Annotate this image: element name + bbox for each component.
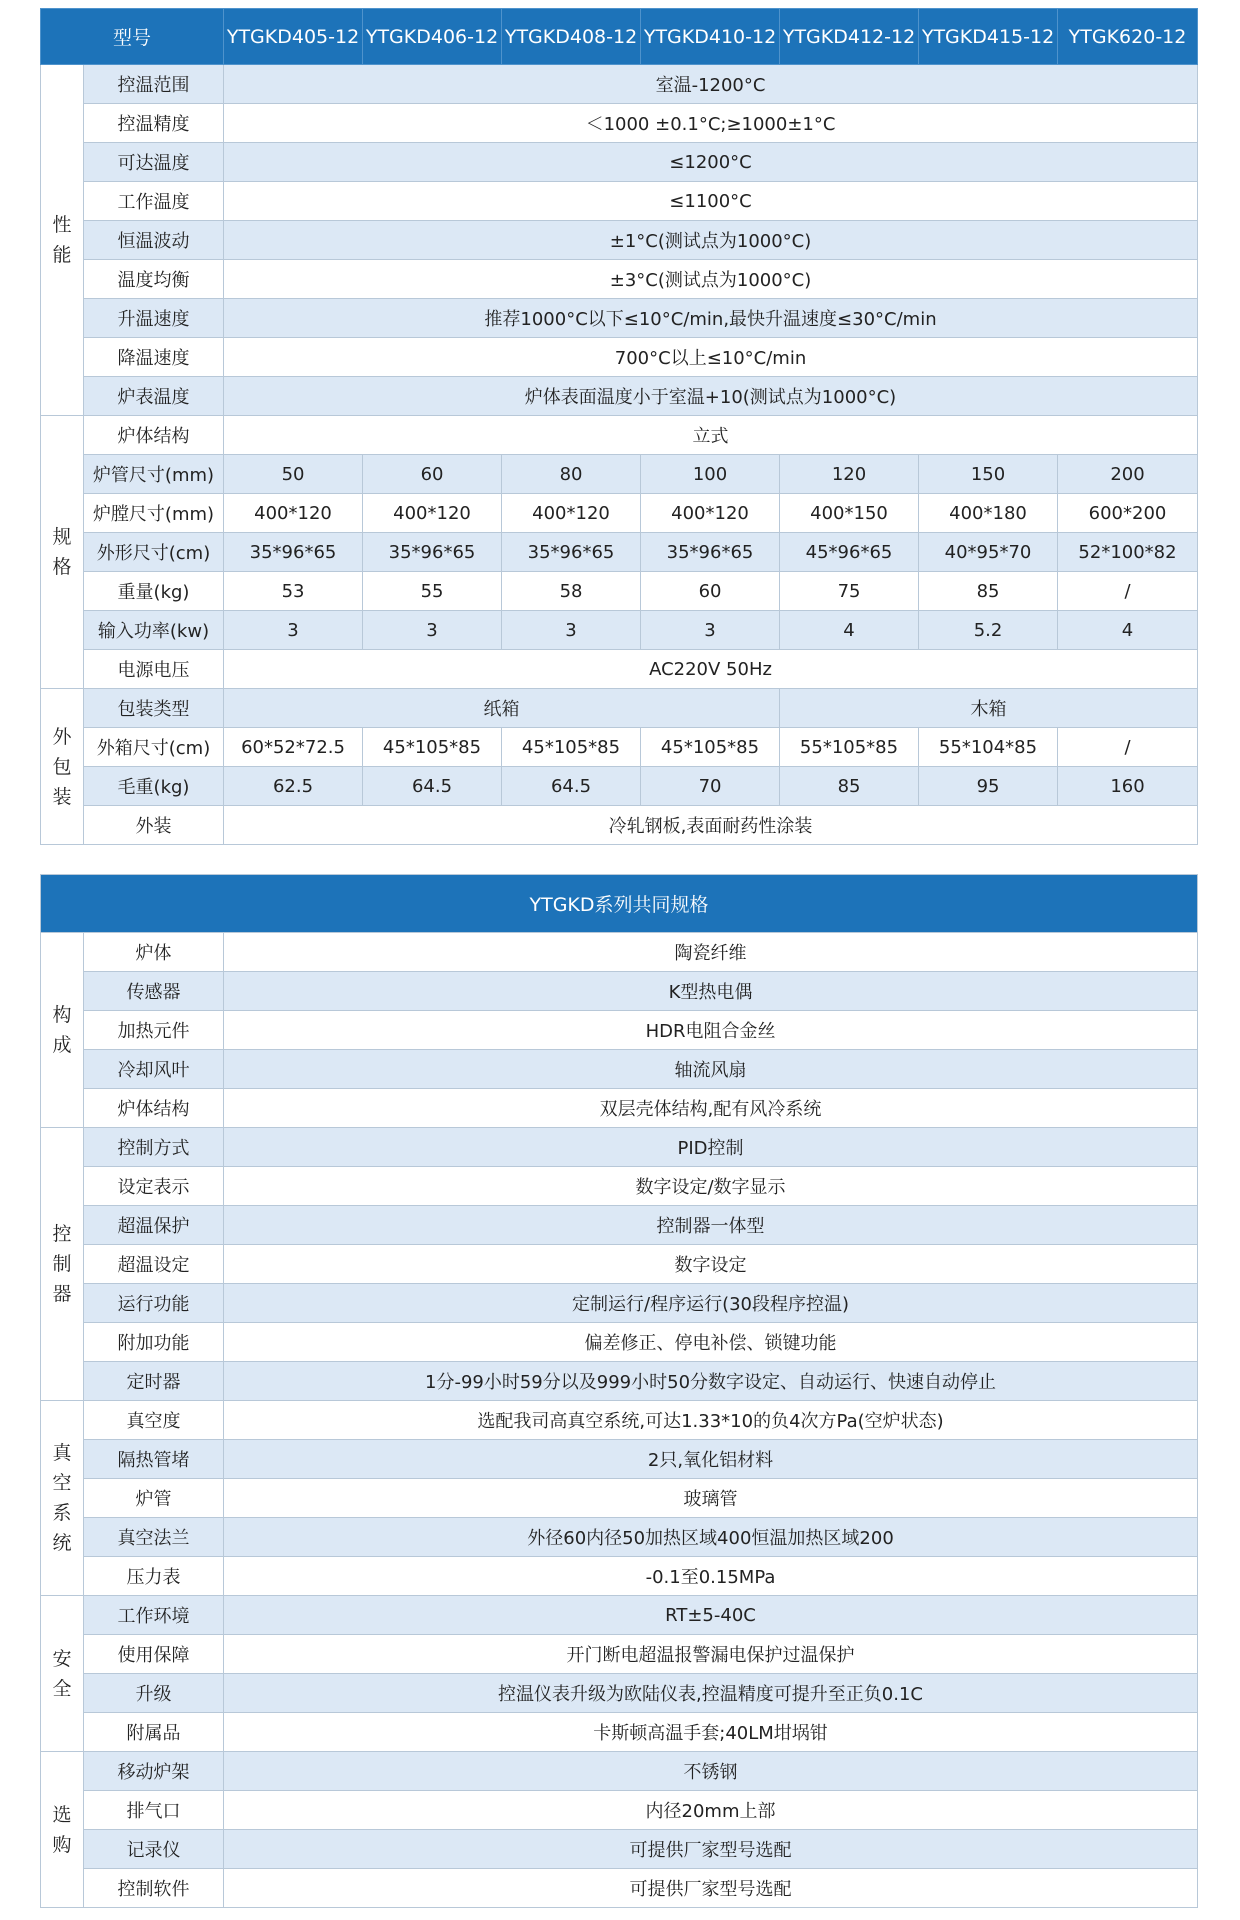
cell-value: 35*96*65 bbox=[641, 533, 780, 572]
row-label: 外箱尺寸(cm) bbox=[84, 728, 224, 767]
row-value: 选配我司高真空系统,可达1.33*10的负4次方Pa(空炉状态) bbox=[224, 1401, 1198, 1440]
row-label: 工作环境 bbox=[84, 1596, 224, 1635]
table-row bbox=[41, 1791, 1198, 1830]
common-spec-table bbox=[40, 874, 1198, 1908]
table-row bbox=[41, 377, 1198, 416]
row-value: AC220V 50Hz bbox=[224, 650, 1198, 689]
cell-value: 60 bbox=[641, 572, 780, 611]
cell-value: 3 bbox=[641, 611, 780, 650]
table-row bbox=[41, 1323, 1198, 1362]
pack-type-carton: 纸箱 bbox=[224, 689, 780, 728]
cell-value: 85 bbox=[919, 572, 1058, 611]
table-row bbox=[41, 1674, 1198, 1713]
cell-value: 55 bbox=[363, 572, 502, 611]
row-label: 降温速度 bbox=[84, 338, 224, 377]
cell-value: 45*105*85 bbox=[363, 728, 502, 767]
row-value: 室温-1200°C bbox=[224, 65, 1198, 104]
row-label: 外装 bbox=[84, 806, 224, 845]
table-row bbox=[41, 1167, 1198, 1206]
row-label: 毛重(kg) bbox=[84, 767, 224, 806]
row-value: 可提供厂家型号选配 bbox=[224, 1830, 1198, 1869]
cell-value: 600*200 bbox=[1058, 494, 1198, 533]
row-value: 可提供厂家型号选配 bbox=[224, 1869, 1198, 1908]
row-value: 控温仪表升级为欧陆仪表,控温精度可提升至正负0.1C bbox=[224, 1674, 1198, 1713]
cell-value: 40*95*70 bbox=[919, 533, 1058, 572]
table-row bbox=[41, 972, 1198, 1011]
cell-value: 95 bbox=[919, 767, 1058, 806]
group-name: 控制器 bbox=[41, 1128, 84, 1401]
table-row bbox=[41, 143, 1198, 182]
table-row bbox=[41, 1206, 1198, 1245]
row-value: 不锈钢 bbox=[224, 1752, 1198, 1791]
cell-value: 400*120 bbox=[502, 494, 641, 533]
table-row bbox=[41, 572, 1198, 611]
row-label: 真空度 bbox=[84, 1401, 224, 1440]
table-row bbox=[41, 1284, 1198, 1323]
row-label: 超温设定 bbox=[84, 1245, 224, 1284]
row-value: 2只,氧化铝材料 bbox=[224, 1440, 1198, 1479]
row-value: -0.1至0.15MPa bbox=[224, 1557, 1198, 1596]
table-row bbox=[41, 650, 1198, 689]
table-row bbox=[41, 221, 1198, 260]
cell-value: / bbox=[1058, 572, 1198, 611]
row-value: 数字设定/数字显示 bbox=[224, 1167, 1198, 1206]
table-row bbox=[41, 933, 1198, 972]
table-row bbox=[41, 416, 1198, 455]
row-value: 双层壳体结构,配有风冷系统 bbox=[224, 1089, 1198, 1128]
row-label: 炉膛尺寸(mm) bbox=[84, 494, 224, 533]
row-value: 内径20mm上部 bbox=[224, 1791, 1198, 1830]
table-row bbox=[41, 611, 1198, 650]
table-row bbox=[41, 260, 1198, 299]
cell-value: 100 bbox=[641, 455, 780, 494]
table-row bbox=[41, 1479, 1198, 1518]
row-label: 可达温度 bbox=[84, 143, 224, 182]
common-title-row bbox=[41, 875, 1198, 933]
group-name: 安全 bbox=[41, 1596, 84, 1752]
table-row bbox=[41, 1245, 1198, 1284]
table-row bbox=[41, 1011, 1198, 1050]
cell-value: 35*96*65 bbox=[363, 533, 502, 572]
row-label: 炉管 bbox=[84, 1479, 224, 1518]
group-name: 真空系统 bbox=[41, 1401, 84, 1596]
row-value: 定制运行/程序运行(30段程序控温) bbox=[224, 1284, 1198, 1323]
row-label: 隔热管堵 bbox=[84, 1440, 224, 1479]
table-row bbox=[41, 533, 1198, 572]
row-value: K型热电偶 bbox=[224, 972, 1198, 1011]
row-value: 开门断电超温报警漏电保护过温保护 bbox=[224, 1635, 1198, 1674]
row-label: 温度均衡 bbox=[84, 260, 224, 299]
common-title: YTGKD系列共同规格 bbox=[41, 875, 1198, 933]
row-value: 炉体表面温度小于室温+10(测试点为1000°C) bbox=[224, 377, 1198, 416]
cell-value: 55*105*85 bbox=[780, 728, 919, 767]
row-value: 1分-99小时59分以及999小时50分数字设定、自动运行、快速自动停止 bbox=[224, 1362, 1198, 1401]
row-value: 陶瓷纤维 bbox=[224, 933, 1198, 972]
row-label: 工作温度 bbox=[84, 182, 224, 221]
model-name: YTGKD412-12 bbox=[780, 9, 919, 65]
row-value: RT±5-40C bbox=[224, 1596, 1198, 1635]
cell-value: 400*180 bbox=[919, 494, 1058, 533]
cell-value: 4 bbox=[1058, 611, 1198, 650]
table-row bbox=[41, 1128, 1198, 1167]
table-row bbox=[41, 1596, 1198, 1635]
row-label: 控温范围 bbox=[84, 65, 224, 104]
cell-value: 400*150 bbox=[780, 494, 919, 533]
cell-value: 35*96*65 bbox=[224, 533, 363, 572]
row-label: 真空法兰 bbox=[84, 1518, 224, 1557]
row-value: 卡斯顿高温手套;40LM坩埚钳 bbox=[224, 1713, 1198, 1752]
row-label: 控温精度 bbox=[84, 104, 224, 143]
row-value: 推荐1000°C以下≤10°C/min,最快升温速度≤30°C/min bbox=[224, 299, 1198, 338]
row-label: 炉体 bbox=[84, 933, 224, 972]
table-row bbox=[41, 1401, 1198, 1440]
row-label: 排气口 bbox=[84, 1791, 224, 1830]
cell-value: 85 bbox=[780, 767, 919, 806]
group-spec: 规格 bbox=[41, 416, 84, 689]
cell-value: 60*52*72.5 bbox=[224, 728, 363, 767]
table-row bbox=[41, 1518, 1198, 1557]
table-row bbox=[41, 1752, 1198, 1791]
cell-value: 45*105*85 bbox=[641, 728, 780, 767]
cell-value: 55*104*85 bbox=[919, 728, 1058, 767]
model-name: YTGKD410-12 bbox=[641, 9, 780, 65]
row-label: 炉体结构 bbox=[84, 1089, 224, 1128]
row-label: 恒温波动 bbox=[84, 221, 224, 260]
row-label: 移动炉架 bbox=[84, 1752, 224, 1791]
table-row bbox=[41, 806, 1198, 845]
cell-value: 35*96*65 bbox=[502, 533, 641, 572]
row-value: 数字设定 bbox=[224, 1245, 1198, 1284]
row-label: 升温速度 bbox=[84, 299, 224, 338]
row-value: ≤1200°C bbox=[224, 143, 1198, 182]
row-label: 附加功能 bbox=[84, 1323, 224, 1362]
spec-table bbox=[40, 8, 1198, 845]
row-label: 传感器 bbox=[84, 972, 224, 1011]
table-row bbox=[41, 1830, 1198, 1869]
row-label: 重量(kg) bbox=[84, 572, 224, 611]
model-label: 型号 bbox=[41, 9, 224, 65]
row-label: 超温保护 bbox=[84, 1206, 224, 1245]
cell-value: 60 bbox=[363, 455, 502, 494]
row-value: 冷轧钢板,表面耐药性涂装 bbox=[224, 806, 1198, 845]
cell-value: / bbox=[1058, 728, 1198, 767]
table-row bbox=[41, 104, 1198, 143]
cell-value: 70 bbox=[641, 767, 780, 806]
row-label: 设定表示 bbox=[84, 1167, 224, 1206]
row-label: 炉表温度 bbox=[84, 377, 224, 416]
cell-value: 53 bbox=[224, 572, 363, 611]
cell-value: 50 bbox=[224, 455, 363, 494]
row-label: 控制软件 bbox=[84, 1869, 224, 1908]
cell-value: 120 bbox=[780, 455, 919, 494]
table-row bbox=[41, 1713, 1198, 1752]
cell-value: 64.5 bbox=[502, 767, 641, 806]
row-value: 立式 bbox=[224, 416, 1198, 455]
table-row bbox=[41, 767, 1198, 806]
cell-value: 62.5 bbox=[224, 767, 363, 806]
row-label: 记录仪 bbox=[84, 1830, 224, 1869]
group-name: 构成 bbox=[41, 933, 84, 1128]
cell-value: 400*120 bbox=[641, 494, 780, 533]
row-value: 外径60内径50加热区域400恒温加热区域200 bbox=[224, 1518, 1198, 1557]
cell-value: 160 bbox=[1058, 767, 1198, 806]
row-value: 偏差修正、停电补偿、锁键功能 bbox=[224, 1323, 1198, 1362]
row-label: 控制方式 bbox=[84, 1128, 224, 1167]
row-label: 冷却风叶 bbox=[84, 1050, 224, 1089]
cell-value: 3 bbox=[363, 611, 502, 650]
model-name: YTGKD415-12 bbox=[919, 9, 1058, 65]
cell-value: 52*100*82 bbox=[1058, 533, 1198, 572]
cell-value: 80 bbox=[502, 455, 641, 494]
table-row bbox=[41, 1089, 1198, 1128]
row-label: 包装类型 bbox=[84, 689, 224, 728]
row-label: 输入功率(kw) bbox=[84, 611, 224, 650]
model-name: YTGKD406-12 bbox=[363, 9, 502, 65]
row-value: 玻璃管 bbox=[224, 1479, 1198, 1518]
table-row bbox=[41, 338, 1198, 377]
cell-value: 200 bbox=[1058, 455, 1198, 494]
cell-value: 64.5 bbox=[363, 767, 502, 806]
cell-value: 45*105*85 bbox=[502, 728, 641, 767]
table-row bbox=[41, 1362, 1198, 1401]
row-label: 运行功能 bbox=[84, 1284, 224, 1323]
cell-value: 45*96*65 bbox=[780, 533, 919, 572]
table-row bbox=[41, 1050, 1198, 1089]
row-value: ±3°C(测试点为1000°C) bbox=[224, 260, 1198, 299]
cell-value: 400*120 bbox=[224, 494, 363, 533]
cell-value: 58 bbox=[502, 572, 641, 611]
row-value: ≤1100°C bbox=[224, 182, 1198, 221]
cell-value: 400*120 bbox=[363, 494, 502, 533]
table-row bbox=[41, 689, 1198, 728]
row-value: PID控制 bbox=[224, 1128, 1198, 1167]
cell-value: 3 bbox=[502, 611, 641, 650]
group-name: 选购 bbox=[41, 1752, 84, 1908]
row-value: 700°C以上≤10°C/min bbox=[224, 338, 1198, 377]
model-header-row bbox=[41, 9, 1198, 65]
group-performance: 性能 bbox=[41, 65, 84, 416]
row-label: 炉管尺寸(mm) bbox=[84, 455, 224, 494]
model-name: YTGKD408-12 bbox=[502, 9, 641, 65]
cell-value: 75 bbox=[780, 572, 919, 611]
row-label: 升级 bbox=[84, 1674, 224, 1713]
table-row bbox=[41, 728, 1198, 767]
row-label: 使用保障 bbox=[84, 1635, 224, 1674]
row-value: ＜1000 ±0.1°C;≥1000±1°C bbox=[224, 104, 1198, 143]
table-row bbox=[41, 299, 1198, 338]
model-name: YTGK620-12 bbox=[1058, 9, 1198, 65]
table-row bbox=[41, 1635, 1198, 1674]
row-label: 外形尺寸(cm) bbox=[84, 533, 224, 572]
row-label: 电源电压 bbox=[84, 650, 224, 689]
row-value: HDR电阻合金丝 bbox=[224, 1011, 1198, 1050]
row-label: 定时器 bbox=[84, 1362, 224, 1401]
table-row bbox=[41, 1440, 1198, 1479]
table-row bbox=[41, 494, 1198, 533]
cell-value: 3 bbox=[224, 611, 363, 650]
group-packing: 外包装 bbox=[41, 689, 84, 845]
table-row bbox=[41, 182, 1198, 221]
table-row bbox=[41, 1869, 1198, 1908]
model-name: YTGKD405-12 bbox=[224, 9, 363, 65]
row-label: 附属品 bbox=[84, 1713, 224, 1752]
row-value: 控制器一体型 bbox=[224, 1206, 1198, 1245]
row-label: 压力表 bbox=[84, 1557, 224, 1596]
row-label: 加热元件 bbox=[84, 1011, 224, 1050]
row-value: ±1°C(测试点为1000°C) bbox=[224, 221, 1198, 260]
row-value: 轴流风扇 bbox=[224, 1050, 1198, 1089]
table-row bbox=[41, 65, 1198, 104]
table-row bbox=[41, 1557, 1198, 1596]
cell-value: 150 bbox=[919, 455, 1058, 494]
table-row bbox=[41, 455, 1198, 494]
cell-value: 5.2 bbox=[919, 611, 1058, 650]
cell-value: 4 bbox=[780, 611, 919, 650]
pack-type-wood: 木箱 bbox=[780, 689, 1198, 728]
row-label: 炉体结构 bbox=[84, 416, 224, 455]
